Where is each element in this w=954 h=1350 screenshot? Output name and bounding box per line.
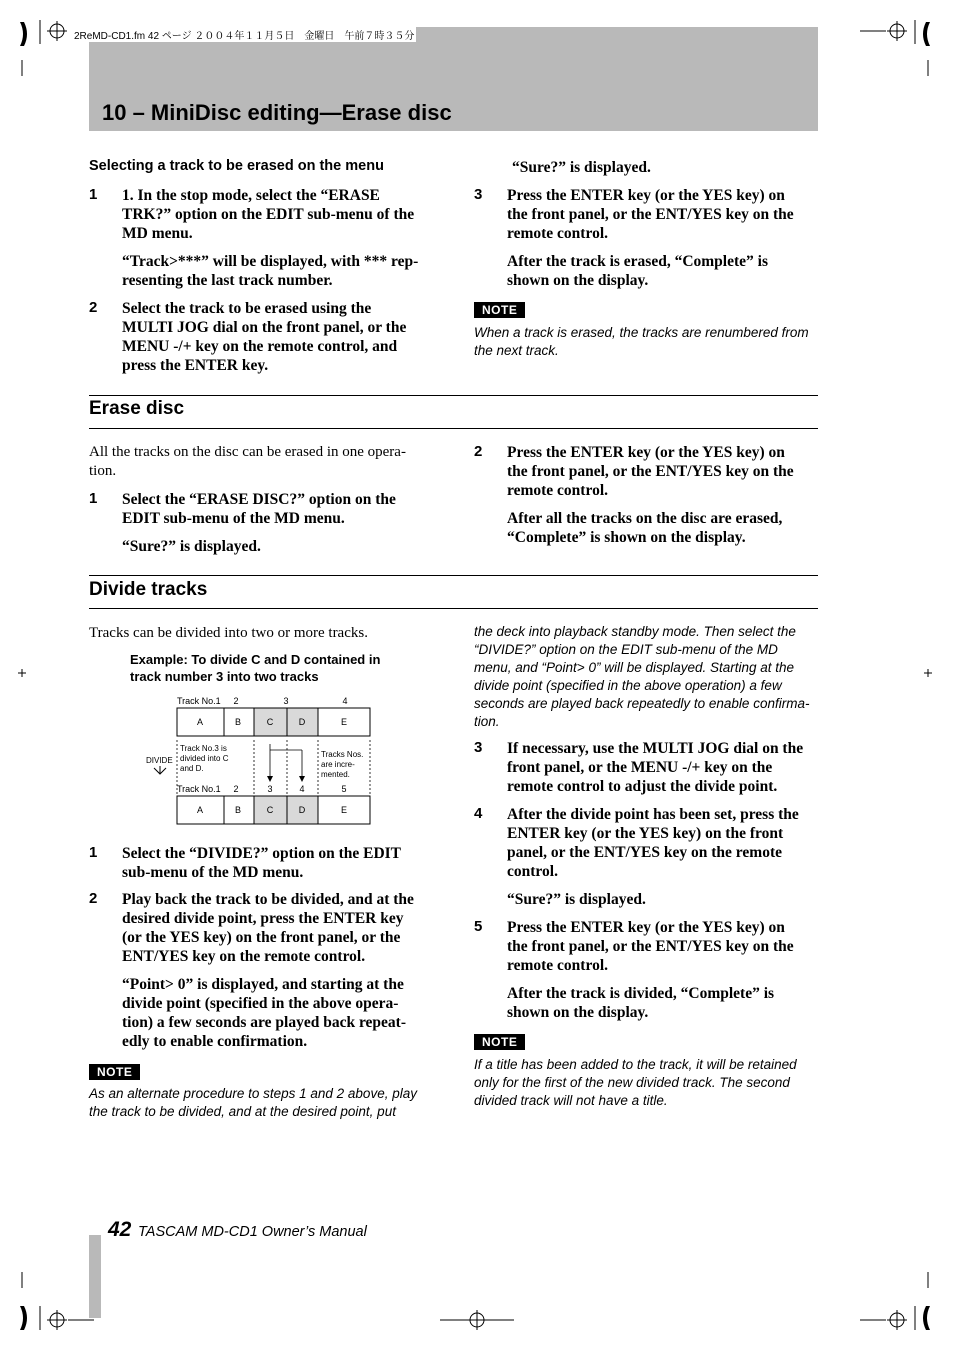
divide-label: DIVIDE: [146, 756, 173, 765]
diagram-left-note: divided into C: [180, 754, 229, 763]
select-step-3-result: [507, 252, 827, 290]
line: “Track>***” will be displayed, with *** rep-: [122, 253, 419, 270]
erase-disc-title: Erase disc: [89, 398, 185, 419]
step-number: 1: [89, 844, 98, 861]
diagram-bottom-num: 5: [341, 784, 347, 794]
line: MENU -/+ key on the remote control, and: [122, 338, 398, 355]
erase-step-2-result: [507, 509, 827, 547]
line: “Complete” is shown on the display.: [507, 529, 746, 546]
cell-label: A: [196, 805, 204, 815]
line: menu, and “Point> 0” will be displayed. Starting at the: [474, 660, 795, 675]
down-arrow-icon: [154, 766, 166, 774]
step-number: 5: [474, 918, 483, 935]
line: All the tracks on the disc can be erased in one opera-: [89, 444, 406, 460]
line: press the ENTER key.: [122, 357, 269, 374]
divide-step-2: [122, 890, 452, 966]
step-number: 2: [89, 299, 98, 316]
diagram-right-note: are incre-: [321, 760, 355, 769]
line: desired divide point, press the ENTER key: [122, 910, 404, 927]
line: If a title has been added to the track, it will be retained: [474, 1057, 797, 1072]
line: remote control.: [507, 482, 608, 499]
divide-step-1: [122, 844, 452, 882]
line: “DIVIDE?” option on the EDIT sub-menu of the MD: [474, 642, 778, 657]
cell-label: B: [234, 717, 242, 727]
line: As an alternate procedure to steps 1 and 2 above, play: [89, 1086, 417, 1101]
cell-label: C: [266, 805, 274, 815]
line: remote control.: [507, 957, 608, 974]
page-number: 42: [108, 1218, 132, 1241]
line: After the divide point has been set, press the: [507, 806, 799, 823]
line: (or the YES key) on the front panel, or the: [122, 929, 401, 946]
line: Select the track to be erased using the: [122, 300, 372, 317]
step-number: 1: [89, 490, 98, 507]
line: After the track is divided, “Complete” is: [507, 985, 775, 1002]
line: the deck into playback standby mode. Then select the: [474, 624, 796, 639]
line: Play back the track to be divided, and at the: [122, 891, 414, 908]
sure-displayed: “Sure?” is displayed.: [122, 538, 261, 555]
divide-diagram: [140, 690, 380, 830]
diagram-bottom-label: Track No.1: [177, 784, 221, 794]
line: remote control to adjust the divide point.: [507, 778, 778, 795]
line: shown on the display.: [507, 272, 649, 289]
note-badge: NOTE: [89, 1064, 140, 1080]
step-number: 2: [474, 443, 483, 460]
line: the front panel, or the ENT/YES key on the: [507, 938, 794, 955]
diagram-left-note: and D.: [180, 764, 204, 773]
divide-tracks-title: Divide tracks: [89, 579, 208, 600]
section-rule: [89, 608, 818, 609]
cell-label: D: [298, 805, 306, 815]
note-badge: NOTE: [474, 1034, 525, 1050]
line: Press the ENTER key (or the YES key) on: [507, 187, 785, 204]
section-rule: [89, 395, 818, 396]
line: If necessary, use the MULTI JOG dial on the: [507, 740, 804, 757]
sure-displayed: “Sure?” is displayed.: [507, 891, 646, 908]
line: shown on the display.: [507, 1004, 649, 1021]
divide-example: [130, 651, 450, 685]
line: Select the “ERASE DISC?” option on the: [122, 491, 396, 508]
sure-displayed: “Sure?” is displayed.: [512, 159, 651, 176]
cell-label: E: [340, 717, 348, 727]
line: resenting the last track number.: [122, 272, 333, 289]
line: divide point (specified in the above opera-: [122, 995, 399, 1012]
line: After all the tracks on the disc are erased,: [507, 510, 783, 527]
line: Example: To divide C and D contained in: [130, 652, 381, 667]
diagram-top-num: 2: [233, 696, 239, 706]
select-track-heading: Selecting a track to be erased on the menu: [89, 158, 384, 174]
print-info: 2ReMD-CD1.fm 42 ページ ２００４年１１月５日 金曜日 午前７時３５分: [72, 27, 416, 42]
line: TRK?” option on the EDIT sub-menu of the: [122, 206, 415, 223]
diagram-top-label: Track No.1: [177, 696, 221, 706]
line: ENTER key (or the YES key) on the front: [507, 825, 784, 842]
note-badge: NOTE: [474, 302, 525, 318]
line: sub-menu of the MD menu.: [122, 864, 304, 881]
line: Press the ENTER key (or the YES key) on: [507, 444, 785, 461]
diagram-left-note: Track No.3 is: [180, 744, 227, 753]
erase-disc-intro: [89, 443, 439, 481]
note-text: [474, 324, 824, 360]
line: When a track is erased, the tracks are renumbered from: [474, 325, 809, 340]
cell-label: B: [234, 805, 242, 815]
line: “Point> 0” is displayed, and starting at the: [122, 976, 404, 993]
select-step-1: [122, 186, 452, 243]
diagram-right-note: mented.: [321, 770, 350, 779]
step-number: 1: [89, 186, 98, 203]
line: only for the first of the new divided track. The second: [474, 1075, 790, 1090]
diagram-top-num: 3: [283, 696, 289, 706]
line: edly to enable confirmation.: [122, 1033, 308, 1050]
step-number: 4: [474, 805, 483, 822]
line: remote control.: [507, 225, 608, 242]
erase-step-1: [122, 490, 452, 528]
diagram-bottom-num: 2: [233, 784, 239, 794]
line: divided track will not have a title.: [474, 1093, 668, 1108]
line: divide point (specified in the above operation) a few: [474, 678, 782, 693]
line: the front panel, or the ENT/YES key on the: [507, 463, 794, 480]
line: EDIT sub-menu of the MD menu.: [122, 510, 345, 527]
select-step-3: [507, 186, 827, 243]
divide-step-3: [507, 739, 837, 796]
line: 1. In the stop mode, select the “ERASE: [122, 187, 380, 204]
line: MULTI JOG dial on the front panel, or the: [122, 319, 407, 336]
diagram-right-note: Tracks Nos.: [321, 750, 364, 759]
cell-label: E: [340, 805, 348, 815]
note-text-continued: [474, 623, 824, 731]
line: tion.: [89, 463, 117, 479]
cell-label: D: [298, 717, 306, 727]
line: tion) a few seconds are played back repeat-: [122, 1014, 407, 1031]
diagram-bottom-num: 3: [267, 784, 273, 794]
diagram-bottom-num: 4: [299, 784, 305, 794]
line: panel, or the ENT/YES key on the remote: [507, 844, 782, 861]
select-step-1-result: [122, 252, 452, 290]
line: ENT/YES key on the remote control.: [122, 948, 366, 965]
line: Select the “DIVIDE?” option on the EDIT: [122, 845, 402, 862]
diagram-top-num: 4: [342, 696, 348, 706]
line: the next track.: [474, 343, 559, 358]
divide-step-5-result: [507, 984, 837, 1022]
line: MD menu.: [122, 225, 193, 242]
line: control.: [507, 863, 558, 880]
select-step-2: [122, 299, 452, 375]
divide-step-5: [507, 918, 837, 975]
chapter-title: 10 – MiniDisc editing—Erase disc: [102, 100, 452, 125]
note-text: [474, 1056, 834, 1110]
note-text: [89, 1085, 449, 1121]
line: the front panel, or the ENT/YES key on the: [507, 206, 794, 223]
cell-label: C: [266, 717, 274, 727]
divide-step-2-result: [122, 975, 452, 1051]
erase-step-2: [507, 443, 827, 500]
manual-name: TASCAM MD-CD1 Owner’s Manual: [138, 1224, 367, 1240]
line: Press the ENTER key (or the YES key) on: [507, 919, 785, 936]
line: track number 3 into two tracks: [130, 669, 319, 684]
step-number: 3: [474, 739, 483, 756]
divide-step-4: [507, 805, 837, 881]
line: front panel, or the MENU -/+ key on the: [507, 759, 773, 776]
footer-bar: [89, 1235, 101, 1318]
section-rule: [89, 575, 818, 576]
step-number: 3: [474, 186, 483, 203]
line: After the track is erased, “Complete” is: [507, 253, 768, 270]
line: seconds are played back repeatedly to enable confirma-: [474, 696, 810, 711]
step-number: 2: [89, 890, 98, 907]
section-rule: [89, 428, 818, 429]
divide-intro: Tracks can be divided into two or more tracks.: [89, 625, 368, 641]
line: the track to be divided, and at the desired point, put: [89, 1104, 396, 1119]
cell-label: A: [196, 717, 204, 727]
line: tion.: [474, 714, 500, 729]
